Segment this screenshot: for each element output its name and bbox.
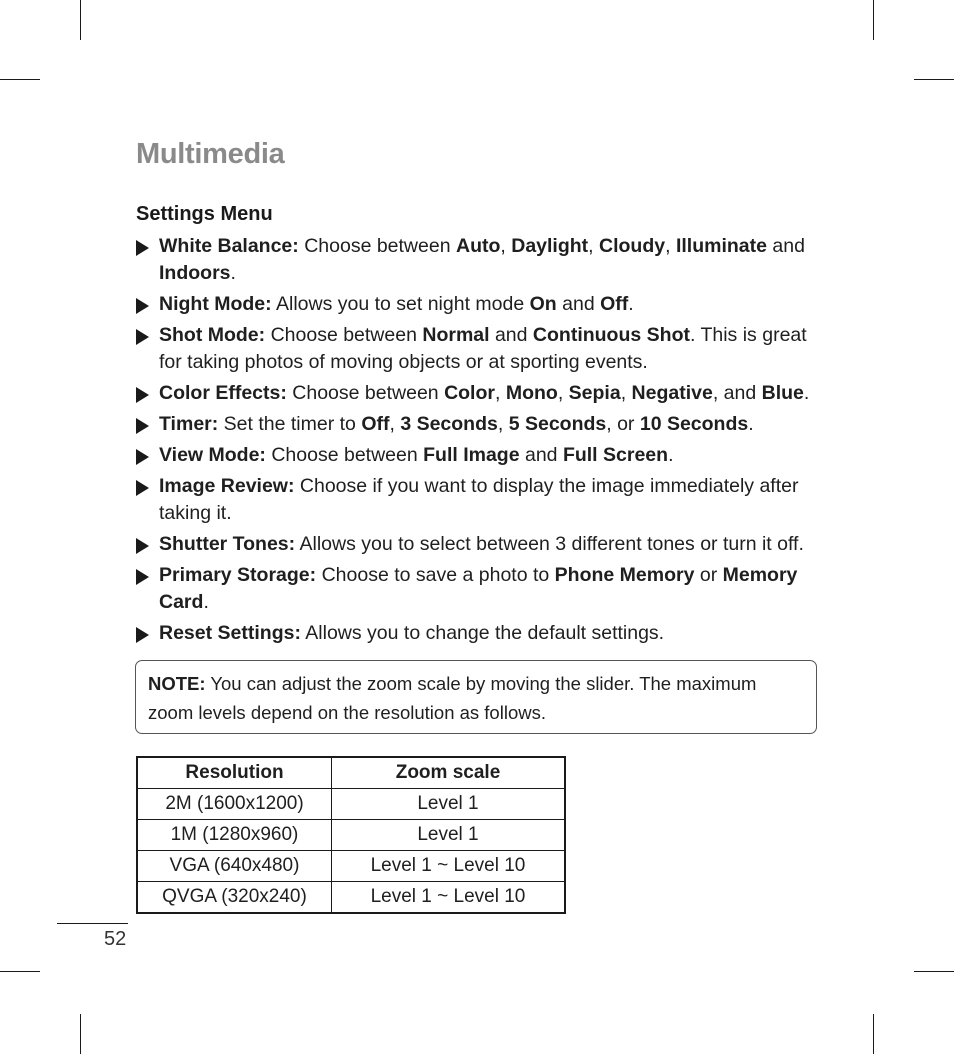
- settings-list-item: [136, 291, 820, 318]
- triangle-bullet-icon: [136, 329, 149, 345]
- setting-label: White Balance:: [159, 235, 299, 257]
- setting-description: .: [230, 262, 236, 284]
- column-header-resolution: Resolution: [137, 757, 332, 789]
- settings-list-item: [136, 322, 820, 376]
- settings-list-item: [136, 233, 820, 287]
- setting-option: On: [529, 293, 557, 315]
- resolution-cell: 1M (1280x960): [137, 820, 332, 851]
- setting-option: 10 Seconds: [639, 413, 749, 435]
- zoom-scale-cell: Level 1: [332, 820, 566, 851]
- note-box: [135, 660, 817, 734]
- settings-list-item: [136, 620, 820, 647]
- crop-mark: [0, 971, 40, 972]
- note-text: You can adjust the zoom scale by moving the slider. The maximum zoom levels depend on the resolution as follows.: [148, 673, 757, 723]
- column-header-zoom-scale: Zoom scale: [332, 757, 566, 789]
- setting-description: Choose between: [265, 324, 423, 346]
- setting-description: ,: [497, 413, 509, 435]
- setting-description: ,: [665, 235, 676, 257]
- setting-option: 5 Seconds: [508, 413, 607, 435]
- table-row: [137, 851, 565, 882]
- setting-label: Shot Mode:: [159, 324, 266, 346]
- crop-mark: [873, 0, 874, 40]
- setting-option: Negative: [631, 382, 713, 404]
- crop-mark: [80, 0, 81, 40]
- table-row: [137, 789, 565, 820]
- setting-label: Reset Settings:: [159, 622, 301, 644]
- setting-description: and: [519, 444, 563, 466]
- page-number: 52: [104, 928, 127, 950]
- zoom-scale-cell: Level 1 ~ Level 10: [332, 851, 566, 882]
- settings-list: [136, 233, 820, 651]
- setting-description: Allows you to select between 3 different tones or turn it off.: [295, 533, 804, 555]
- setting-option: Blue: [761, 382, 804, 404]
- setting-description: ,: [588, 235, 600, 257]
- setting-description: Set the timer to: [218, 413, 362, 435]
- crop-mark: [0, 79, 40, 80]
- footer-rule: [57, 923, 128, 924]
- setting-option: Memory Card: [159, 564, 798, 613]
- setting-option: Normal: [422, 324, 490, 346]
- setting-option: Continuous Shot: [532, 324, 690, 346]
- setting-description: .: [668, 444, 674, 466]
- setting-description: and: [766, 235, 805, 257]
- crop-mark: [873, 1014, 874, 1054]
- settings-list-item: [136, 562, 820, 616]
- settings-list-item: [136, 411, 820, 438]
- setting-description: and: [489, 324, 533, 346]
- setting-option: 3 Seconds: [400, 413, 498, 435]
- setting-description: .: [748, 413, 754, 435]
- setting-label: View Mode:: [159, 444, 266, 466]
- setting-description: Allows you to change the default settings.: [300, 622, 665, 644]
- settings-list-item: [136, 531, 820, 558]
- resolution-cell: 2M (1600x1200): [137, 789, 332, 820]
- setting-option: Indoors: [159, 262, 231, 284]
- setting-description: ,: [620, 382, 632, 404]
- setting-label: Night Mode:: [159, 293, 272, 315]
- setting-option: Illuminate: [675, 235, 767, 257]
- table-row: [137, 882, 565, 914]
- setting-description: , or: [606, 413, 640, 435]
- zoom-scale-table: [136, 756, 566, 914]
- page-title: Multimedia: [136, 138, 285, 170]
- setting-description: . This is great for taking photos of moving objects or at sporting events.: [159, 324, 807, 373]
- setting-description: ,: [389, 413, 401, 435]
- setting-description: ,: [494, 382, 506, 404]
- crop-mark: [80, 1014, 81, 1054]
- setting-description: .: [803, 382, 810, 404]
- setting-option: Mono: [505, 382, 558, 404]
- triangle-bullet-icon: [136, 240, 149, 256]
- resolution-cell: QVGA (320x240): [137, 882, 332, 914]
- triangle-bullet-icon: [136, 569, 149, 585]
- setting-label: Image Review:: [159, 475, 295, 497]
- setting-label: Shutter Tones:: [159, 533, 296, 555]
- table-header-row: [137, 757, 565, 789]
- setting-option: Off: [600, 293, 629, 315]
- settings-list-item: [136, 442, 820, 469]
- section-heading: Settings Menu: [136, 203, 273, 225]
- setting-option: Off: [361, 413, 390, 435]
- triangle-bullet-icon: [136, 418, 149, 434]
- zoom-scale-cell: Level 1: [332, 789, 566, 820]
- setting-description: .: [203, 591, 209, 613]
- setting-description: ,: [500, 235, 512, 257]
- setting-description: Allows you to set night mode: [271, 293, 530, 315]
- setting-label: Color Effects:: [159, 382, 287, 404]
- setting-label: Primary Storage:: [159, 564, 317, 586]
- crop-mark: [914, 971, 954, 972]
- zoom-scale-cell: Level 1 ~ Level 10: [332, 882, 566, 914]
- triangle-bullet-icon: [136, 449, 149, 465]
- crop-mark: [914, 79, 954, 80]
- note-label: NOTE:: [148, 673, 206, 694]
- settings-list-item: [136, 473, 820, 527]
- setting-description: Choose between: [265, 444, 424, 466]
- triangle-bullet-icon: [136, 387, 149, 403]
- triangle-bullet-icon: [136, 538, 149, 554]
- resolution-cell: VGA (640x480): [137, 851, 332, 882]
- setting-option: Auto: [455, 235, 501, 257]
- settings-list-item: [136, 380, 820, 407]
- setting-description: , and: [712, 382, 762, 404]
- setting-option: Full Screen: [562, 444, 669, 466]
- setting-option: Phone Memory: [554, 564, 695, 586]
- setting-description: ,: [557, 382, 569, 404]
- setting-description: and: [556, 293, 601, 315]
- setting-option: Daylight: [511, 235, 589, 257]
- setting-option: Cloudy: [599, 235, 666, 257]
- setting-option: Sepia: [568, 382, 621, 404]
- setting-label: Timer:: [159, 413, 219, 435]
- setting-description: Choose between: [298, 235, 456, 257]
- setting-description: or: [694, 564, 723, 586]
- triangle-bullet-icon: [136, 480, 149, 496]
- setting-description: Choose between: [286, 382, 445, 404]
- setting-option: Color: [444, 382, 495, 404]
- setting-description: Choose if you want to display the image immediately after taking it.: [159, 475, 799, 524]
- table-row: [137, 820, 565, 851]
- setting-description: .: [628, 293, 634, 315]
- triangle-bullet-icon: [136, 627, 149, 643]
- setting-description: Choose to save a photo to: [316, 564, 555, 586]
- setting-option: Full Image: [423, 444, 520, 466]
- triangle-bullet-icon: [136, 298, 149, 314]
